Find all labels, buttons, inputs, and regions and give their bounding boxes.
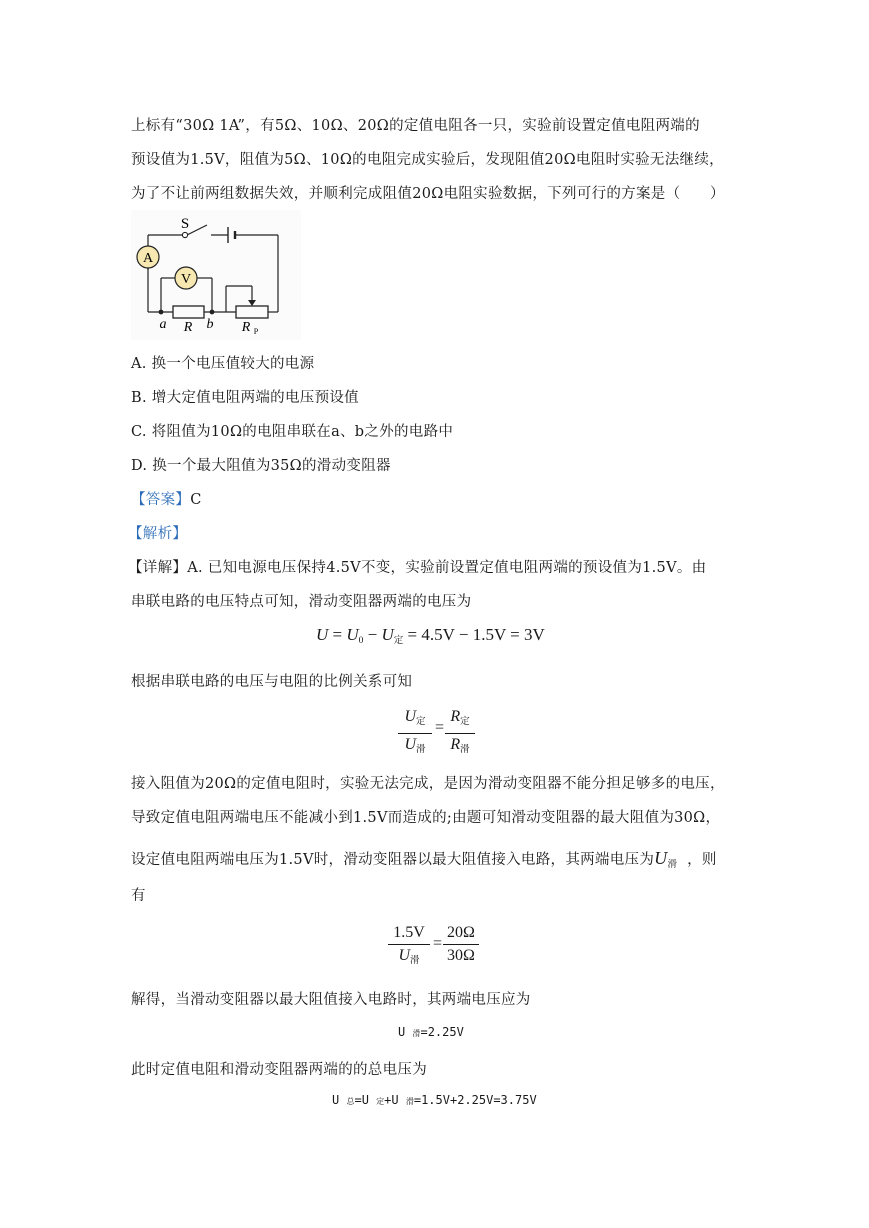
- equals-sign-2: =: [433, 935, 443, 952]
- resistor-label: R: [183, 320, 193, 335]
- node-b-label: b: [206, 317, 214, 332]
- formula-voltage-ratio-right: 20Ω 30Ω: [443, 922, 479, 967]
- node-a-label: a: [159, 317, 167, 332]
- formula-ratio-right: $R_定$ $R_滑$: [445, 706, 475, 761]
- equals-sign: =: [435, 719, 445, 736]
- detail-line-3: 根据串联电路的电压与电阻的比例关系可知: [131, 674, 413, 690]
- answer-line: [131, 488, 202, 509]
- formula-ratio-left: $U_定$ $U_滑$: [398, 706, 432, 761]
- question-line-2: 预设值为1.5V，阻值为5Ω、10Ω的电阻完成实验后，发现阻值20Ω电阻时实验无法继续，: [131, 152, 724, 168]
- option-c: C. 将阻值为10Ω的电阻串联在a、b之外的电路中: [131, 424, 454, 440]
- detail-line-7: 有: [131, 888, 146, 904]
- analysis-tag: 【解析】: [128, 526, 188, 542]
- question-line-1: 上标有“30Ω 1A”，有5Ω、10Ω、20Ω的定值电阻各一只，实验前设置定值电阻两端的: [131, 118, 700, 134]
- rheostat-label: R: [241, 320, 251, 335]
- formula-slider-voltage: U 滑=2.25V: [398, 1025, 464, 1039]
- answer-tag: 【答案】: [131, 492, 191, 508]
- detail-tag: 【详解】: [128, 560, 188, 576]
- detail-line-5: 导致定值电阻两端电压不能减小到1.5V而造成的;由题可知滑动变阻器的最大阻值为30Ω，: [131, 810, 721, 826]
- detail-line-4: 接入阻值为20Ω的定值电阻时，实验无法完成，是因为滑动变阻器不能分担足够多的电压，: [131, 776, 725, 792]
- detail-line-9: 此时定值电阻和滑动变阻器两端的的总电压为: [131, 1062, 427, 1078]
- ammeter-label: A: [142, 251, 154, 266]
- option-a: A. 换一个电压值较大的电源: [131, 356, 315, 372]
- formula-voltage-ratio-left: 1.5V $U_滑$: [388, 922, 430, 972]
- rheostat-sub: P: [253, 327, 259, 336]
- voltmeter-label: V: [180, 272, 192, 287]
- answer-value: C: [190, 492, 202, 508]
- detail-text-1: A. 已知电源电压保持4.5V不变，实验前设置定值电阻两端的预设值为1.5V。由: [187, 560, 707, 576]
- formula-voltage-difference: $U = U_0 - U_定 = 4.5V - 1.5V = 3V$: [316, 625, 545, 646]
- detail-line-1: [128, 556, 706, 577]
- detail-line-6: 设定值电阻两端电压为1.5V时，滑动变阻器以最大阻值接入电路，其两端电压为$U_滑$ ，则: [131, 848, 717, 870]
- formula-total-voltage: U 总=U 定+U 滑=1.5V+2.25V=3.75V: [332, 1093, 537, 1107]
- circuit-diagram: [131, 210, 301, 340]
- question-line-3: 为了不让前两组数据失效，并顺利完成阻值20Ω电阻实验数据，下列可行的方案是（ ）: [131, 186, 725, 202]
- switch-label: S: [180, 216, 190, 232]
- detail-line-2: 串联电路的电压特点可知，滑动变阻器两端的电压为: [131, 594, 472, 610]
- option-b: B. 增大定值电阻两端的电压预设值: [131, 390, 359, 406]
- option-d: D. 换一个最大阻值为35Ω的滑动变阻器: [131, 458, 391, 474]
- detail-line-8: 解得，当滑动变阻器以最大阻值接入电路时，其两端电压应为: [131, 992, 531, 1008]
